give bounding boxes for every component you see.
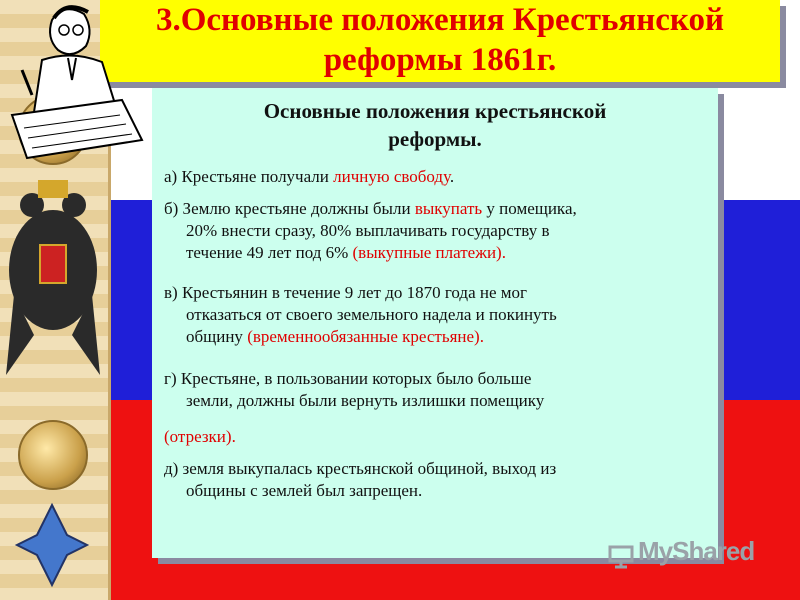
list-item-a <box>164 166 712 188</box>
item-highlight: (отрезки) <box>164 427 232 446</box>
item-highlight: . <box>231 427 236 446</box>
item-text: д) земля выкупалась крестьянской общиной, выход из <box>164 459 557 478</box>
item-text: у помещика, <box>482 199 577 218</box>
order-cross-icon <box>12 500 92 590</box>
item-text: отказаться от своего земельного надела и покинуть <box>186 305 557 324</box>
watermark-text: MyShared <box>638 536 755 566</box>
list-item-d <box>164 458 712 502</box>
item-highlight: (временнообязанные крестьяне) <box>247 327 480 346</box>
item-text: 20% внести сразу, 80% выплачивать государству в <box>186 221 550 240</box>
watermark <box>608 536 768 568</box>
list-item-otrezki <box>164 426 712 448</box>
item-highlight: личную свободу <box>333 167 450 186</box>
list-item-b <box>164 198 712 264</box>
page-title-line-2: реформы 1861г. <box>323 42 557 78</box>
title-banner <box>100 0 780 82</box>
item-highlight: (выкупные платежи) <box>352 243 502 262</box>
teacher-writing-icon <box>2 0 152 165</box>
content-panel <box>152 88 718 558</box>
item-text: а) Крестьяне получали <box>164 167 334 186</box>
item-text: общины с землей был запрещен. <box>186 481 423 500</box>
list-item-v <box>164 282 712 348</box>
panel-heading-line-2: реформы. <box>388 127 482 151</box>
double-headed-eagle-icon <box>4 175 102 405</box>
panel-heading-line-1: Основные положения крестьянской <box>263 99 607 123</box>
item-text: течение 49 лет под 6% <box>186 243 353 262</box>
item-text: земли, должны были вернуть излишки помещику <box>186 391 545 410</box>
item-text: б) Землю крестьяне должны были <box>164 199 415 218</box>
item-highlight: . <box>479 327 484 346</box>
item-text: общину <box>186 327 248 346</box>
item-highlight: выкупать <box>414 199 483 218</box>
presentation-icon <box>608 543 634 569</box>
page-title-line-1: 3.Основные положения Крестьянской <box>155 2 725 38</box>
item-text: г) Крестьяне, в пользовании которых было больше <box>164 369 532 388</box>
item-highlight: . <box>501 243 506 262</box>
item-text: . <box>449 167 455 186</box>
item-text: в) Крестьянин в течение 9 лет до 1870 года не мог <box>164 283 527 302</box>
list-item-g <box>164 368 712 412</box>
medal-icon <box>18 420 88 490</box>
